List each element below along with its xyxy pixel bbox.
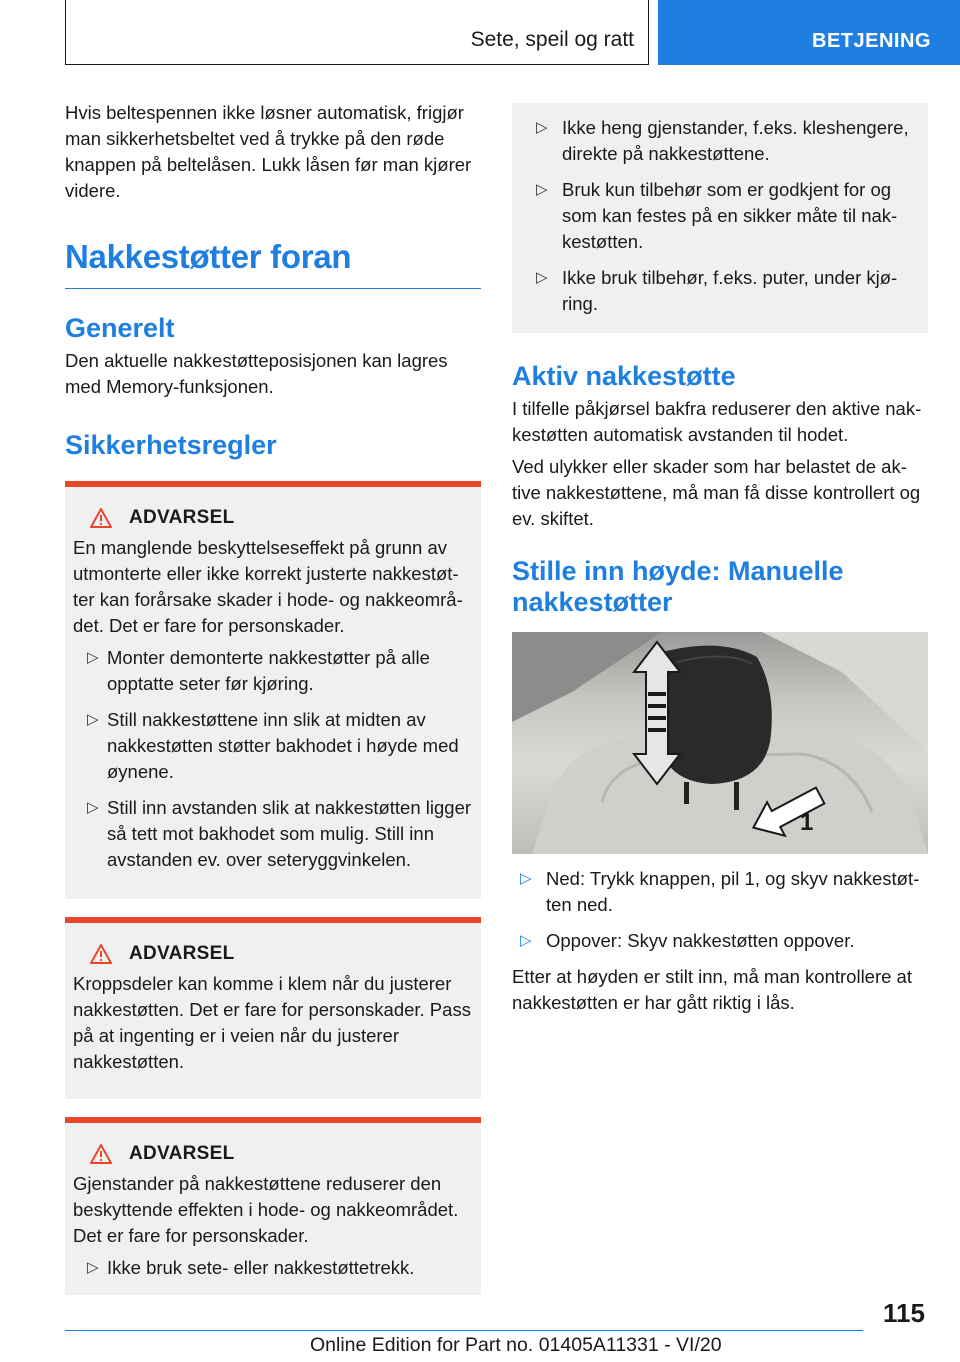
warning-continuation xyxy=(512,103,928,333)
section-heading: Nakkestøtter foran xyxy=(65,238,481,289)
intro-paragraph: Hvis beltespennen ikke løsner automatisk, frigjør man sikkerhetsbeltet ved å trykke på den røde knappen på beltelåsen. Lukk låsen før man kjører videre. xyxy=(65,102,472,201)
footer-edition: Online Edition for Part no. 01405A11331 - VI/20 xyxy=(310,1334,722,1356)
warning-box-3 xyxy=(65,1117,481,1295)
stille-heading: Stille inn høyde: Manuelle nakkestøtter xyxy=(512,556,844,617)
header-section-box xyxy=(65,0,649,65)
header-chapter-label: BETJENING xyxy=(812,30,931,52)
aktiv-heading: Aktiv nakkestøtte xyxy=(512,361,736,391)
header-chapter-tab[interactable] xyxy=(658,0,960,65)
list-item: ▷ Ikke bruk sete- eller nakkestøttetrekk. xyxy=(73,1255,473,1281)
warning-triangle-icon xyxy=(81,1141,121,1167)
list-item: ▷ Ikke bruk tilbehør, f.eks. puter, under kjøring. xyxy=(536,267,898,314)
warning-triangle-icon xyxy=(81,941,121,967)
safety-heading: Sikkerhetsregler xyxy=(65,430,277,460)
warning-title: ADVARSEL xyxy=(129,507,235,528)
outro-paragraph: Etter at høyden er stilt inn, må man kontrollere at nakkestøtten er har gått riktig i lås. xyxy=(512,966,912,1013)
left-column xyxy=(65,100,481,1313)
headrest-photo xyxy=(512,632,928,854)
list-item: ▷ Ned: Trykk knappen, pil 1, og skyv nakkestøtten ned. xyxy=(520,868,920,915)
warning-text: Gjenstander på nakkestøttene reduserer den beskyttende effekten i hode- og nakkeområdet. Det er fare for personskader. xyxy=(73,1173,459,1246)
aktiv-paragraph-1: I tilfelle påkjørsel bakfra reduserer den aktive nakkestøtten automatisk avstanden til hodet. xyxy=(512,398,922,445)
triangle-bullet-icon: ▷ xyxy=(520,932,532,949)
triangle-bullet-icon: ▷ xyxy=(536,269,548,286)
warning-title: ADVARSEL xyxy=(129,943,235,964)
warning-box-1 xyxy=(65,481,481,899)
header-section-title: Sete, speil og ratt xyxy=(470,28,634,51)
footer-divider xyxy=(65,1330,863,1331)
list-item: ▷ Bruk kun tilbehør som er godkjent for og som kan festes på en sikker måte til nakkestøtten. xyxy=(536,179,898,252)
warning-box-2 xyxy=(65,917,481,1099)
list-item: ▷ Oppover: Skyv nakkestøtten oppover. xyxy=(512,928,928,954)
triangle-bullet-icon: ▷ xyxy=(87,711,99,728)
page-number: 115 xyxy=(883,1298,925,1328)
aktiv-paragraph-2: Ved ulykker eller skader som har belastet de aktive nakkestøttene, må man få disse kontrollert og ev. skiftet. xyxy=(512,456,921,529)
triangle-bullet-icon: ▷ xyxy=(87,649,99,666)
list-item: ▷ Ikke heng gjenstander, f.eks. kleshengere, direkte på nakkestøttene. xyxy=(536,117,909,164)
list-item: ▷ Still nakkestøttene inn slik at midten av nakkestøtten støtter bakhodet i høyde med øynene. xyxy=(87,709,459,782)
warning-list xyxy=(520,115,920,317)
right-column xyxy=(512,103,928,1022)
warning-text: Kroppsdeler kan komme i klem når du justerer nakkestøtten. Det er fare for personskader. Pass på at ingenting er i veien når du justerer nakkestøtten. xyxy=(73,973,471,1072)
triangle-bullet-icon: ▷ xyxy=(536,119,548,136)
warning-title: ADVARSEL xyxy=(129,1143,235,1164)
triangle-bullet-icon: ▷ xyxy=(520,870,532,887)
warning-text: En manglende beskyttelseseffekt på grunn av utmonterte eller ikke korrekt justerte nakkestøtter kan forårsake skader i hode- og nakkeområdet. Det er fare for personskader. xyxy=(73,537,463,636)
photo-callout-label: 1 xyxy=(800,809,814,836)
triangle-bullet-icon: ▷ xyxy=(87,1259,99,1276)
triangle-bullet-icon: ▷ xyxy=(87,799,99,816)
generelt-paragraph: Den aktuelle nakkestøtteposisjonen kan lagres med Memory-funksjonen. xyxy=(65,350,448,397)
warning-triangle-icon xyxy=(81,505,121,531)
adjust-list xyxy=(512,866,928,954)
list-item: ▷ Still inn avstanden slik at nakkestøtten ligger så tett mot bakhodet som mulig. Still inn avstanden ev. over seteryggvinkelen. xyxy=(87,797,472,870)
headrest-illustration xyxy=(512,632,928,854)
generelt-heading: Generelt xyxy=(65,313,175,343)
warning-list xyxy=(73,645,473,873)
page-header xyxy=(0,0,960,66)
warning-list xyxy=(73,1255,473,1281)
list-item: ▷ Monter demonterte nakkestøtter på alle opptatte seter før kjøring. xyxy=(87,647,430,694)
triangle-bullet-icon: ▷ xyxy=(536,181,548,198)
